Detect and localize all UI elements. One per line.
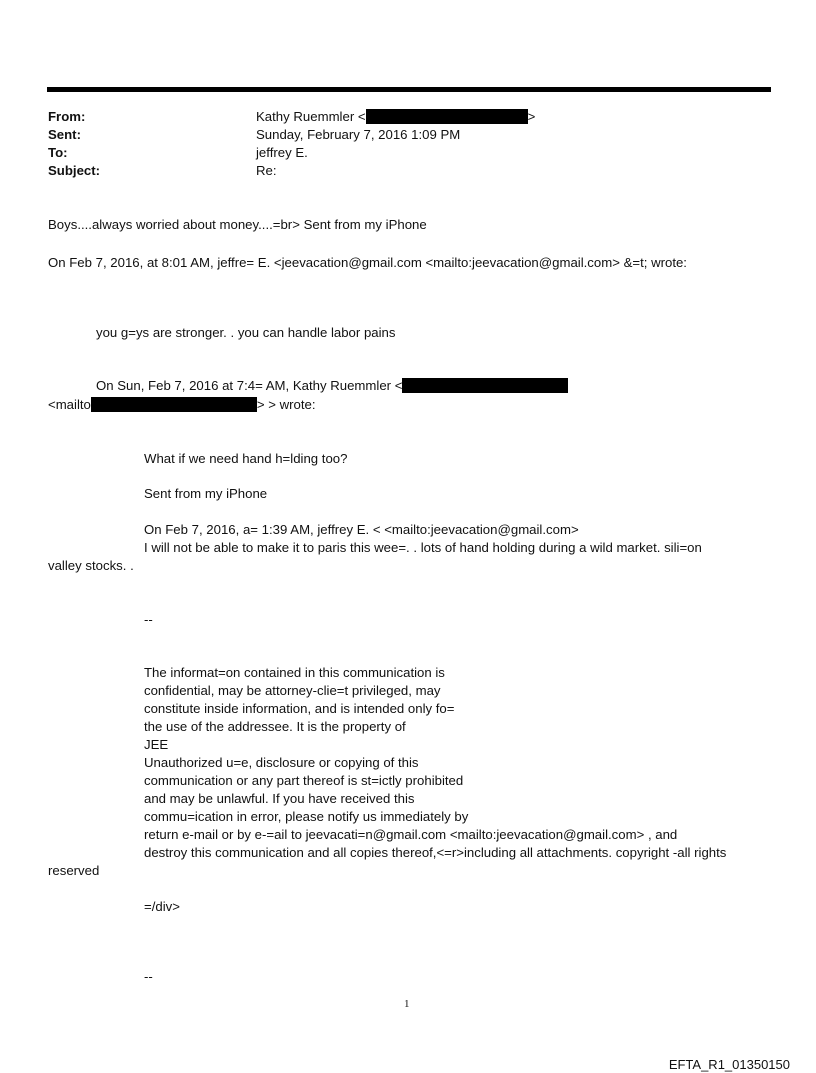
subject-value: Re: xyxy=(256,163,277,178)
from-label: From: xyxy=(48,109,86,124)
redaction-box xyxy=(402,378,568,393)
subject-label: Subject: xyxy=(48,163,101,178)
disclaimer-line: The informat=on contained in this communication is xyxy=(144,665,445,680)
body-line: I will not be able to make it to paris this wee=. . lots of hand holding during a wild market. sili=on xyxy=(144,540,702,555)
body-line: Boys....always worried about money....=br> Sent from my iPhone xyxy=(48,217,427,232)
sent-value: Sunday, February 7, 2016 1:09 PM xyxy=(256,127,461,142)
signature-separator: -- xyxy=(144,969,153,984)
disclaimer-line: confidential, may be attorney-clie=t privileged, may xyxy=(144,683,441,698)
body-line: On Feb 7, 2016, at 8:01 AM, jeffre= E. <jeevacation@gmail.com <mailto:jeevacation@gmail.com> &=t; wrote: xyxy=(48,255,687,270)
body-line: valley stocks. . xyxy=(48,558,134,573)
top-rule xyxy=(47,87,771,92)
to-label: To: xyxy=(48,145,68,160)
disclaimer-line: the use of the addressee. It is the property of xyxy=(144,719,406,734)
disclaimer-line: constitute inside information, and is intended only fo= xyxy=(144,701,455,716)
page-number: 1 xyxy=(404,998,410,1010)
wrote-suffix: > > wrote: xyxy=(256,397,316,412)
body-line: On Feb 7, 2016, a= 1:39 AM, jeffrey E. < <mailto:jeevacation@gmail.com> xyxy=(144,522,579,537)
disclaimer-line: JEE xyxy=(144,737,169,752)
from-close: > xyxy=(527,109,536,124)
disclaimer-line: reserved xyxy=(48,863,100,878)
signature-separator: -- xyxy=(144,612,153,627)
body-line: Sent from my iPhone xyxy=(144,486,268,501)
redaction-box xyxy=(366,109,528,124)
redaction-box xyxy=(91,397,257,412)
mailto-prefix: <mailto xyxy=(48,397,91,412)
disclaimer-line: communication or any part thereof is st=ictly prohibited xyxy=(144,773,464,788)
from-name: Kathy Ruemmler < xyxy=(256,109,366,124)
body-line xyxy=(96,377,568,394)
disclaimer-line: and may be unlawful. If you have received this xyxy=(144,791,415,806)
sent-label: Sent: xyxy=(48,127,81,142)
disclaimer-line: commu=ication in error, please notify us immediately by xyxy=(144,809,469,824)
body-line: you g=ys are stronger. . you can handle labor pains xyxy=(96,325,396,340)
disclaimer-line: return e-mail or by e-=ail to jeevacati=n@gmail.com <mailto:jeevacation@gmail.com> , and xyxy=(144,827,678,842)
body-line: What if we need hand h=lding too? xyxy=(144,451,348,466)
disclaimer-line: destroy this communication and all copies thereof,<=r>including all attachments. copyright -all rights xyxy=(144,845,727,860)
div-close-text: =/div> xyxy=(144,899,180,914)
body-line xyxy=(48,396,316,413)
document-id: EFTA_R1_01350150 xyxy=(668,1057,790,1072)
disclaimer-line: Unauthorized u=e, disclosure or copying of this xyxy=(144,755,419,770)
quoted-header: On Sun, Feb 7, 2016 at 7:4= AM, Kathy Ruemmler < xyxy=(96,378,403,393)
to-value: jeffrey E. xyxy=(256,145,308,160)
from-value xyxy=(256,108,535,125)
